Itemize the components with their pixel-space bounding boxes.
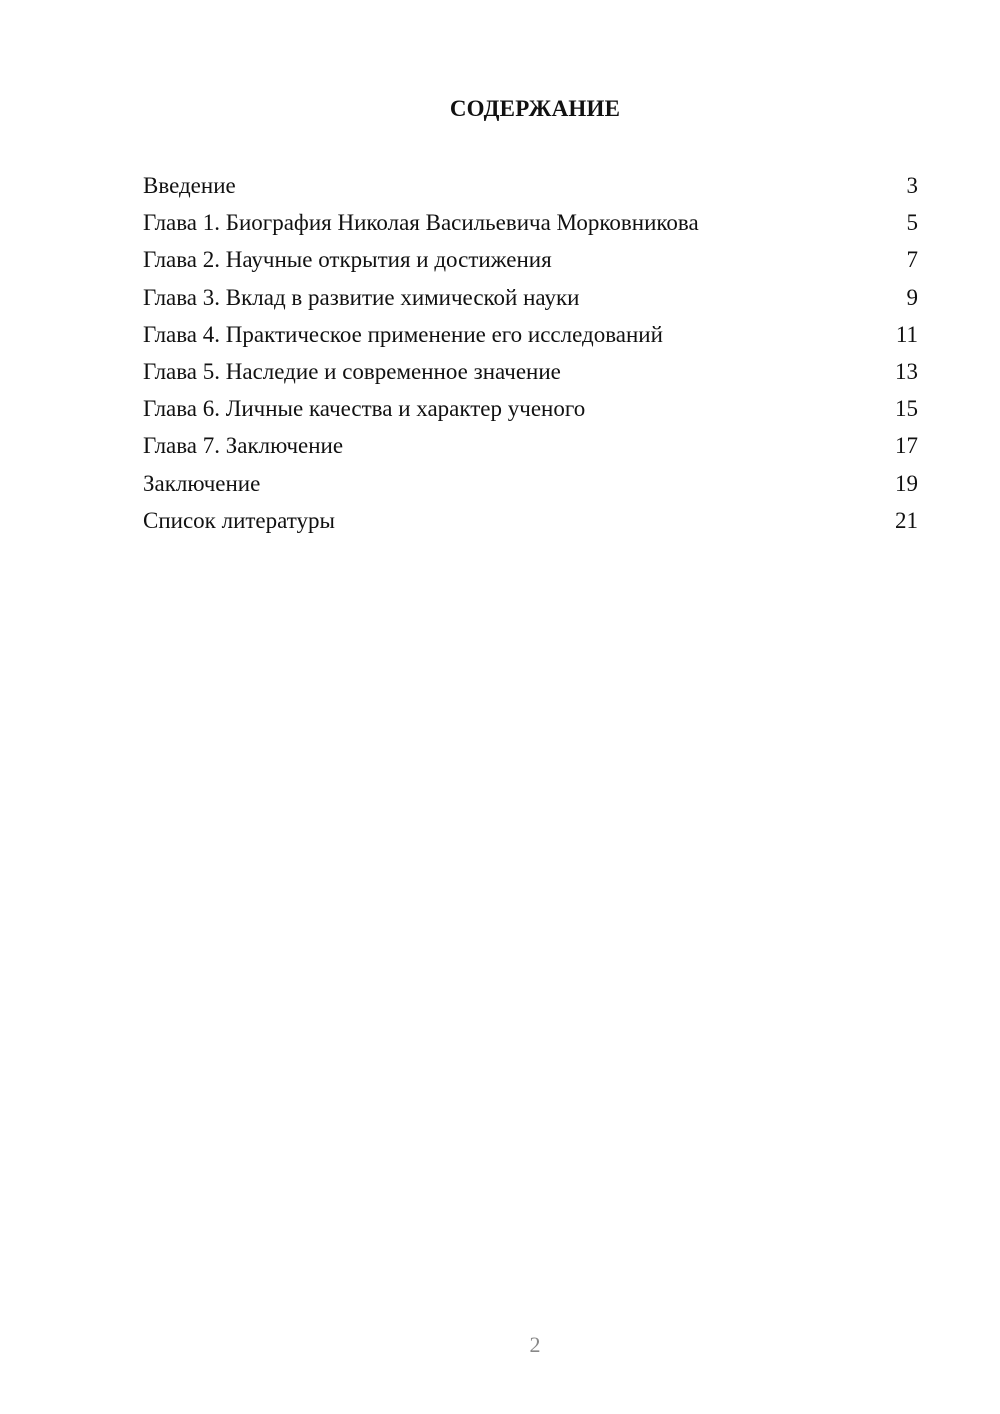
toc-entry-page: 13: [895, 358, 918, 384]
toc-entry-page: 21: [895, 507, 918, 533]
toc-entry: [143, 353, 918, 390]
toc-entry: [143, 241, 918, 278]
toc-entry: [143, 204, 918, 241]
toc-entry: [143, 465, 918, 502]
toc-entry: [143, 316, 918, 353]
table-of-contents: [143, 167, 918, 539]
toc-entry: [143, 167, 918, 204]
toc-entry: [143, 502, 918, 539]
toc-entry-page: 17: [895, 433, 918, 459]
toc-entry-page: 11: [895, 321, 918, 347]
toc-entry-label: Глава 1. Биография Николая Васильевича Морковникова: [143, 210, 699, 236]
toc-entry: [143, 390, 918, 427]
toc-entry-label: Глава 2. Научные открытия и достижения: [143, 247, 552, 273]
toc-entry-page: 5: [906, 210, 918, 236]
toc-entry-label: Список литературы: [143, 507, 335, 533]
toc-entry-page: 7: [906, 247, 918, 273]
toc-entry-label: Глава 5. Наследие и современное значение: [143, 358, 561, 384]
toc-entry-page: 15: [895, 396, 918, 422]
toc-entry-label: Глава 4. Практическое применение его исследований: [143, 321, 663, 347]
toc-entry-page: 3: [906, 173, 918, 198]
toc-entry-label: Заключение: [143, 470, 261, 496]
toc-entry: [143, 427, 918, 464]
page-number: 2: [529, 1332, 541, 1357]
toc-entry-label: Глава 7. Заключение: [143, 433, 344, 459]
toc-entry-page: 19: [895, 470, 918, 496]
toc-entry-label: Глава 3. Вклад в развитие химической науки: [143, 284, 580, 310]
toc-entry: [143, 279, 918, 316]
toc-entry-page: 9: [906, 284, 918, 310]
page-title: СОДЕРЖАНИЕ: [449, 96, 621, 121]
toc-entry-label: Глава 6. Личные качества и характер ученого: [143, 396, 586, 422]
toc-entry-label: Введение: [143, 173, 236, 198]
